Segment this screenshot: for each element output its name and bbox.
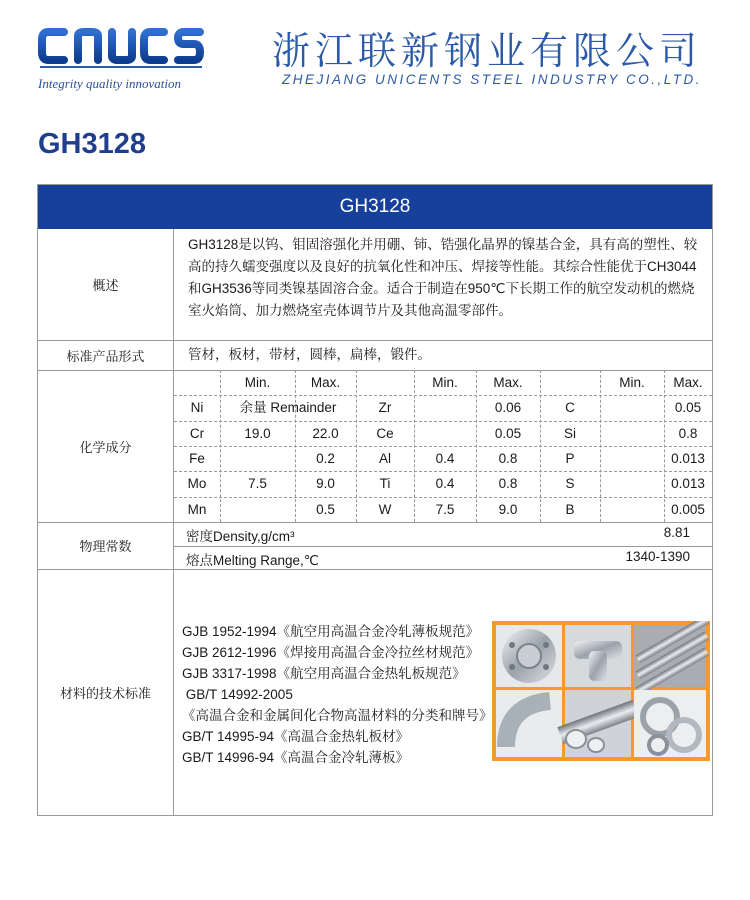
chem-cell: S xyxy=(565,476,575,492)
density-row xyxy=(174,522,712,546)
chem-cell: W xyxy=(378,501,392,517)
standard-item: 《高温合金和金属间化合物高温材料的分类和牌号》 xyxy=(182,708,493,723)
chem-cell: 19.0 xyxy=(244,425,271,441)
chem-header-cell: Min. xyxy=(432,375,458,390)
chem-header-cell: Max. xyxy=(310,375,341,390)
chem-cell xyxy=(414,421,476,446)
company-logo xyxy=(36,22,216,102)
chem-header-cell xyxy=(356,370,414,395)
overview-line: 室火焰筒、加力燃烧室壳体调节片及其他高温零部件。 xyxy=(188,303,512,318)
sheet-header: GH3128 xyxy=(38,185,712,229)
chem-cell: Fe xyxy=(189,450,205,466)
chem-cell: 0.8 xyxy=(498,450,518,466)
chem-cell: 0.013 xyxy=(671,476,705,492)
chem-cell xyxy=(600,395,664,420)
overview-label: 概述 xyxy=(38,229,174,340)
chemistry-label: 化学成分 xyxy=(38,370,174,522)
standards-list xyxy=(182,621,493,768)
chem-header-cell: Max. xyxy=(673,375,703,390)
chem-cell: 9.0 xyxy=(316,476,335,492)
chem-header-cell xyxy=(540,370,600,395)
chem-cell xyxy=(600,446,664,471)
chem-cell xyxy=(220,446,295,471)
chem-cell: 0.05 xyxy=(494,425,522,441)
density-label: 密度Density,g/cm³ xyxy=(186,529,295,544)
standard-item: GB/T 14992-2005 xyxy=(182,687,293,702)
overview-line: 高的持久蠕变强度以及良好的抗氧化性和冲压、焊接等性能。其综合性能优于CH3044 xyxy=(188,259,697,274)
standard-item: GJB 1952-1994《航空用高温合金冷轧薄板规范》 xyxy=(182,624,480,639)
product-photo xyxy=(492,621,710,761)
chem-header-cell xyxy=(174,370,220,395)
chem-cell: 0.05 xyxy=(674,400,702,416)
chem-cell: 0.4 xyxy=(435,450,455,466)
physical-label: 物理常数 xyxy=(38,522,174,569)
chem-cell: 0.4 xyxy=(435,476,455,492)
chemistry-table xyxy=(174,370,712,522)
chem-cell: 7.5 xyxy=(435,501,455,517)
chem-cell: 余量 Remainder xyxy=(239,400,337,416)
chem-cell: 0.5 xyxy=(316,501,335,517)
overview-line: GH3128是以钨、钼固溶强化并用硼、铈、锆强化晶界的镍基合金，具有高的塑性、较 xyxy=(188,237,698,252)
standard-item: GB/T 14996-94《高温合金冷轧薄板》 xyxy=(182,750,410,765)
chem-cell: 0.06 xyxy=(494,400,522,416)
chem-header-cell: Min. xyxy=(244,375,271,390)
cnucs-logo-icon xyxy=(36,22,206,74)
logo-tagline: Integrity quality innovation xyxy=(38,76,181,91)
chem-cell: 9.0 xyxy=(498,501,518,517)
melting-label: 熔点Melting Range,℃ xyxy=(186,553,319,568)
chem-cell: Ti xyxy=(379,476,391,492)
standard-item: GB/T 14995-94《高温合金热轧板材》 xyxy=(182,729,410,744)
chem-cell: Al xyxy=(378,450,391,466)
chem-cell xyxy=(600,421,664,446)
chem-cell xyxy=(600,471,664,496)
overview-line: 和GH3536等同类镍基固溶合金。适合于制造在950℃下长期工作的航空发动机的燃烧 xyxy=(188,281,695,296)
standards-label: 材料的技术标准 xyxy=(38,569,174,815)
chem-cell: 0.013 xyxy=(671,450,705,466)
chem-cell: 0.005 xyxy=(671,501,705,517)
chem-cell: Cr xyxy=(189,425,205,441)
chem-cell xyxy=(414,395,476,420)
forms-label: 标准产品形式 xyxy=(38,340,174,370)
chem-header-cell: Max. xyxy=(493,375,523,390)
melting-value: 1340-1390 xyxy=(625,549,690,564)
standard-item: GJB 3317-1998《航空用高温合金热轧板规范》 xyxy=(182,666,466,681)
chem-cell: P xyxy=(565,450,575,466)
chem-cell xyxy=(220,497,295,522)
chem-cell: 0.2 xyxy=(316,450,335,466)
standard-item: GJB 2612-1996《焊接用高温合金冷拉丝材规范》 xyxy=(182,645,480,660)
chem-header-cell: Min. xyxy=(619,375,645,390)
chem-cell: 22.0 xyxy=(312,425,339,441)
chem-cell: Mo xyxy=(187,476,207,492)
chem-cell: Mn xyxy=(187,501,207,517)
spec-sheet xyxy=(37,184,713,816)
forms-text: 管材，板材，带材，圆棒，扁棒，锻件。 xyxy=(188,347,431,362)
steel-products-image-icon xyxy=(492,621,710,761)
chem-cell: 0.8 xyxy=(498,476,518,492)
company-name-english: ZHEJIANG UNICENTS STEEL INDUSTRY CO.,LTD. xyxy=(282,72,703,87)
density-value: 8.81 xyxy=(663,525,690,540)
melting-row xyxy=(174,546,712,570)
chem-cell: 0.8 xyxy=(678,425,698,441)
company-name-chinese: 浙江联新钢业有限公司 xyxy=(272,29,703,73)
chem-cell: C xyxy=(565,400,575,416)
chem-cell: B xyxy=(565,501,575,517)
page-title: GH3128 xyxy=(38,128,147,160)
overview-text xyxy=(188,234,697,322)
chem-cell: Ni xyxy=(190,400,204,416)
chem-cell xyxy=(600,497,664,522)
chem-cell: Si xyxy=(563,425,576,441)
chem-cell: 7.5 xyxy=(248,476,267,492)
chem-cell: Ce xyxy=(376,425,394,441)
chem-cell: Zr xyxy=(378,400,392,416)
